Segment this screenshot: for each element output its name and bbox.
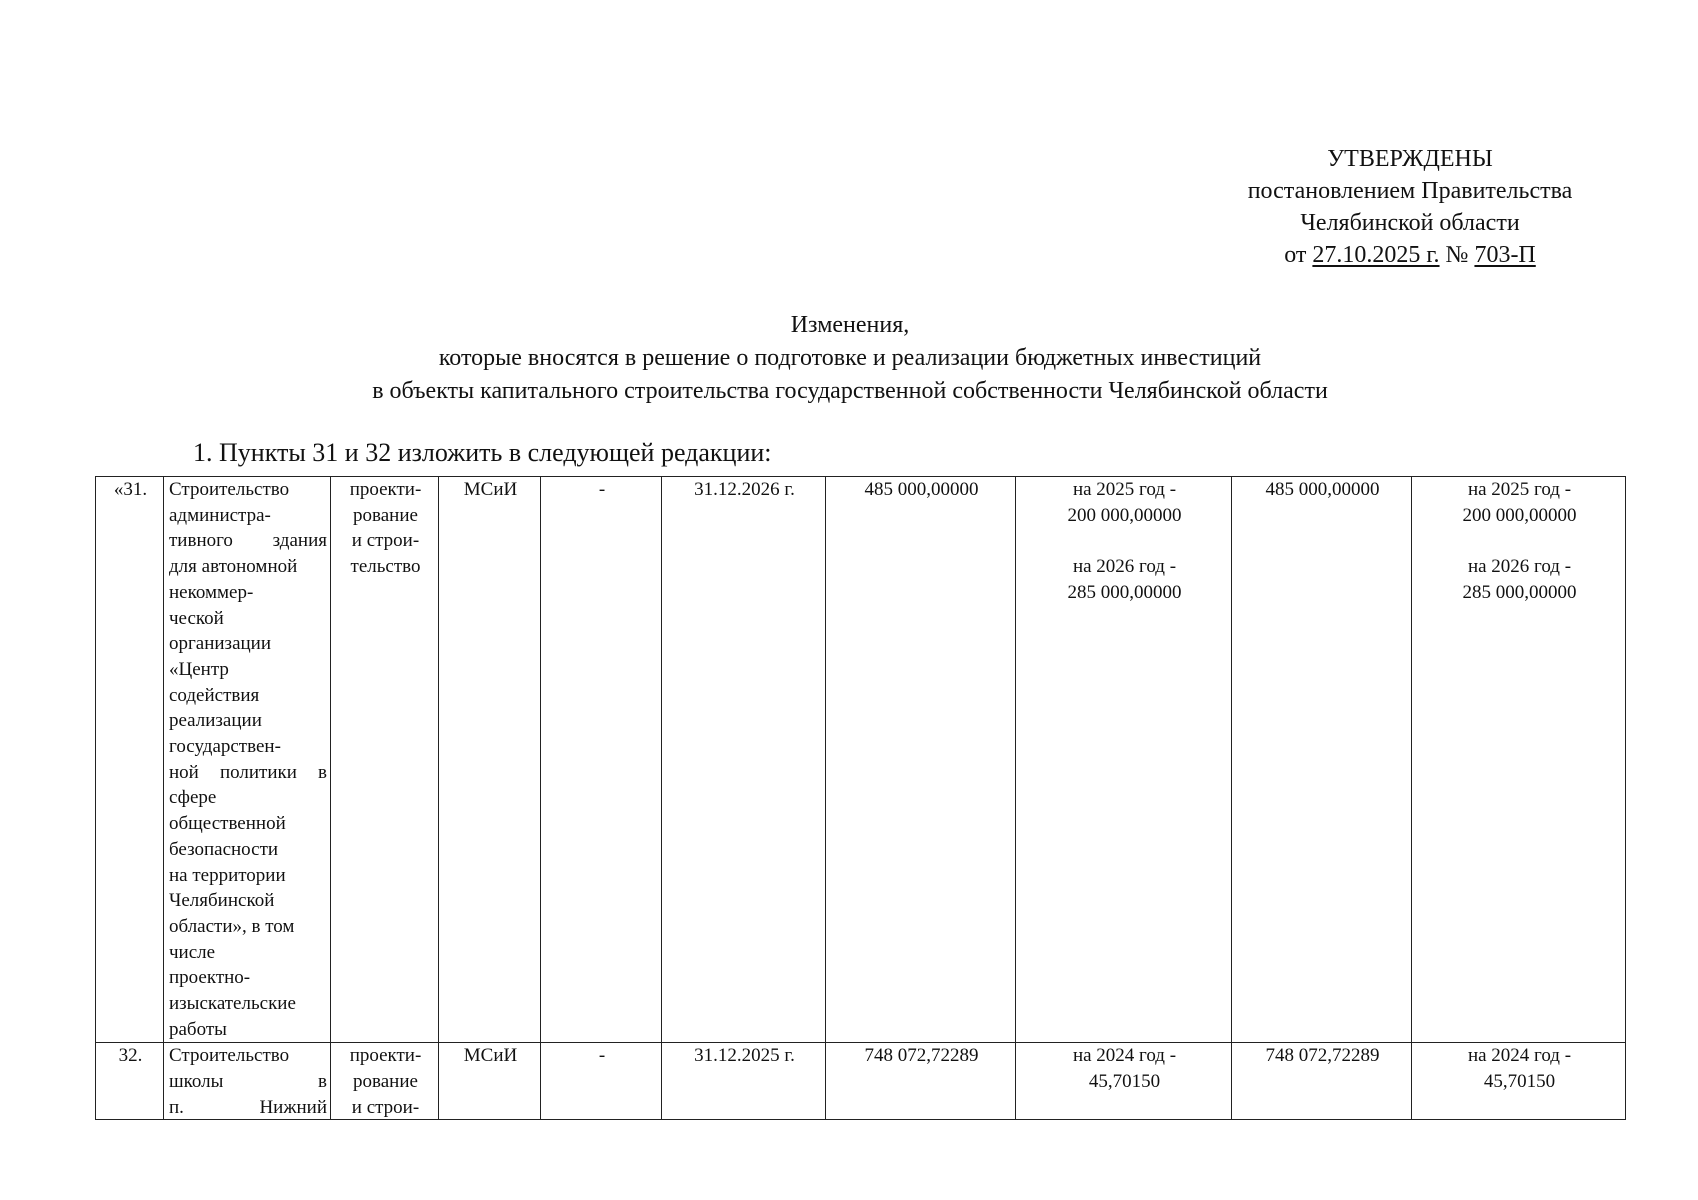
yearly-investment-amount: 200 000,00000 [1462, 504, 1577, 526]
cell-clip [444, 1043, 537, 1119]
customer [439, 1043, 541, 1120]
item-heading: 1. Пункты 31 и 32 изложить в следующей редакции: [193, 438, 772, 467]
changes-table [95, 476, 1626, 1120]
yearly-distribution-label: на 2024 год - [1072, 1045, 1177, 1067]
yearly-distribution-amount: 45,70150 [1088, 1071, 1161, 1093]
deadline-text: 31.12.2026 г. [694, 479, 795, 500]
object-name-line: государствен- [169, 736, 281, 758]
deadline [662, 1043, 826, 1120]
investment-amount-text: 748 072,72289 [1265, 1045, 1380, 1067]
investment-purpose-line: проекти- [349, 1045, 422, 1067]
investment-amount-text: 485 000,00000 [1265, 479, 1380, 500]
investment-purpose [331, 477, 439, 1043]
table-body [96, 477, 1626, 1120]
investment-purpose-line: рование [353, 1071, 418, 1093]
object-name-line: изыскательские [169, 993, 296, 1015]
object-name-line: безопасности [169, 838, 279, 860]
yearly-distribution-label: на 2026 год - [1072, 556, 1177, 578]
deadline [662, 477, 826, 1043]
yearly-distribution-label: на 2025 год - [1072, 479, 1177, 500]
yearly-investment [1412, 1043, 1626, 1120]
approval-stamp [1175, 143, 1645, 271]
year-gap [1417, 528, 1622, 554]
item-number [96, 477, 164, 1043]
yearly-investment-label: на 2024 год - [1467, 1045, 1572, 1067]
cell-clip [1021, 1043, 1228, 1119]
yearly-investment-label: на 2026 год - [1467, 556, 1572, 578]
object-name-line: школы в [169, 1071, 327, 1093]
item-number [96, 1043, 164, 1120]
approval-title: УТВЕРЖДЕНЫ [1327, 146, 1493, 172]
object-name [164, 1043, 331, 1120]
object-name-line: ческой [169, 607, 224, 629]
object-name [164, 477, 331, 1043]
cell-clip [336, 1043, 435, 1119]
cell-clip [169, 1043, 327, 1119]
investment-purpose-line: проекти- [349, 479, 422, 500]
empty-value [541, 477, 662, 1043]
approval-number: 703-П [1474, 242, 1536, 268]
approval-date: 27.10.2025 г. [1312, 242, 1440, 268]
object-name-line: для автономной [169, 556, 298, 578]
title-line-1: Изменения, [790, 312, 910, 338]
deadline-text: 31.12.2025 г. [694, 1045, 795, 1067]
object-name-line: Строительство [169, 479, 290, 500]
empty-value-text: - [598, 479, 606, 500]
cell-clip [667, 1043, 822, 1119]
item-number-text: «31. [113, 479, 148, 500]
yearly-investment [1412, 477, 1626, 1043]
empty-value-text: - [598, 1045, 606, 1067]
object-name-line: сфере [169, 787, 217, 809]
investment-purpose-line: тельство [350, 556, 421, 578]
approval-issuer: постановлением Правительства [1247, 178, 1573, 204]
yearly-distribution [1016, 1043, 1232, 1120]
yearly-investment-label: на 2025 год - [1467, 479, 1572, 500]
approval-number-prefix: № [1445, 242, 1469, 268]
title-line-3: в объекты капитального строительства государственной собственности Челябинской области [372, 378, 1328, 404]
object-name-line: «Центр [169, 658, 229, 680]
table-row [96, 477, 1626, 1043]
approval-date-number [1175, 239, 1645, 271]
investment-amount [1232, 1043, 1412, 1120]
customer-text: МСиИ [463, 479, 518, 500]
object-name-line: области», в том [169, 915, 295, 937]
object-name-line: ной политики в [169, 761, 327, 783]
investment-purpose-line: и строи- [351, 530, 420, 552]
title-line-2: которые вносятся в решение о подготовке и реализации бюджетных инвестиций [438, 345, 1262, 371]
yearly-distribution-amount: 285 000,00000 [1067, 581, 1182, 603]
object-name-line: реализации [169, 710, 262, 732]
object-name-line: Челябинской [169, 890, 275, 912]
object-name-line: работы [169, 1018, 227, 1040]
estimated-cost-text: 748 072,72289 [864, 1045, 979, 1067]
year-gap [1021, 528, 1228, 554]
cell-clip [101, 1043, 160, 1119]
yearly-investment-amount: 285 000,00000 [1462, 581, 1577, 603]
table-row [96, 1043, 1626, 1120]
object-name-line: организации [169, 633, 272, 655]
investment-purpose [331, 1043, 439, 1120]
object-name-line: п. Нижний [169, 1096, 327, 1118]
object-name-line: тивного здания [169, 530, 327, 552]
approval-date-prefix: от [1284, 242, 1307, 268]
estimated-cost [826, 477, 1016, 1043]
yearly-distribution [1016, 477, 1232, 1043]
customer [439, 477, 541, 1043]
investment-purpose-line: и строи- [351, 1096, 420, 1118]
estimated-cost-text: 485 000,00000 [864, 479, 979, 500]
cell-clip [1237, 1043, 1408, 1119]
investment-purpose-line: рование [353, 504, 418, 526]
object-name-line: некоммер- [169, 581, 254, 603]
cell-clip [546, 1043, 658, 1119]
estimated-cost [826, 1043, 1016, 1120]
yearly-investment-amount: 45,70150 [1483, 1071, 1556, 1093]
yearly-distribution-amount: 200 000,00000 [1067, 504, 1182, 526]
object-name-line: Строительство [169, 1045, 290, 1067]
approval-region: Челябинской области [1300, 210, 1520, 236]
cell-clip [831, 1043, 1012, 1119]
object-name-line: числе [169, 941, 216, 963]
investment-amount [1232, 477, 1412, 1043]
customer-text: МСиИ [463, 1045, 518, 1067]
cell-clip [1417, 1043, 1622, 1119]
item-number-text: 32. [118, 1045, 143, 1067]
empty-value [541, 1043, 662, 1120]
object-name-line: содействия [169, 684, 260, 706]
object-name-line: на территории [169, 864, 286, 886]
object-name-line: проектно- [169, 967, 251, 989]
object-name-line: общественной [169, 813, 286, 835]
object-name-line: администра- [169, 504, 271, 526]
document-title [100, 309, 1600, 408]
